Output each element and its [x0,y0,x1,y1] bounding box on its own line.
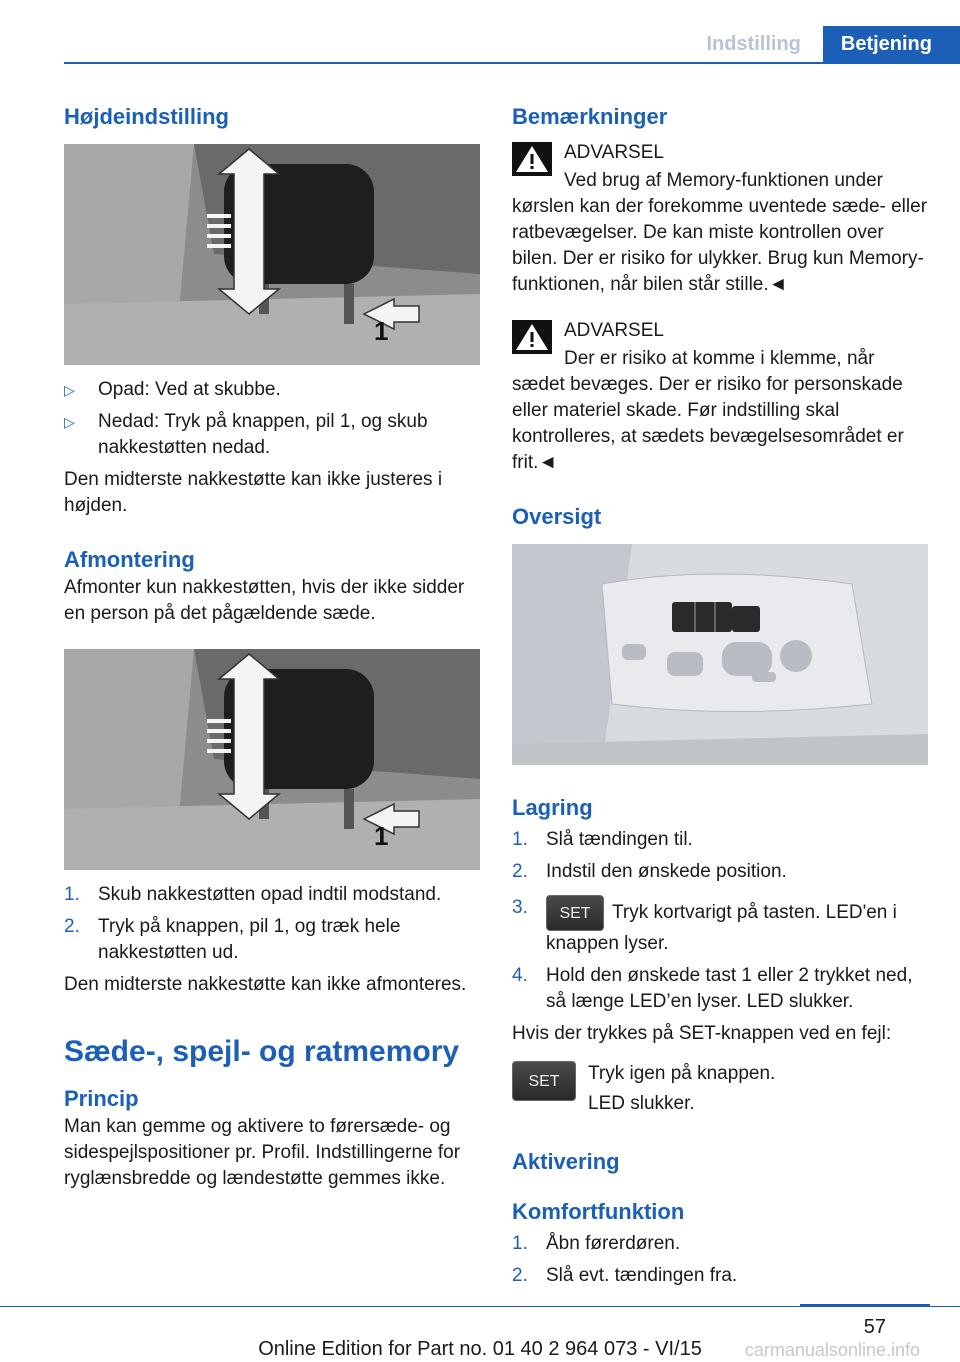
triangle-bullet-icon: ▷ [64,414,75,430]
heading-memory: Sæde-, spejl- og ratmemory [64,1035,460,1068]
warning-block-2 [512,316,928,476]
list-item: 1. Skub nakkestøtten opad indtil modstand. [64,884,442,905]
paragraph-error: Hvis der trykkes på SET-knappen ved en fejl: [512,1023,892,1044]
list-item: 3. SET Tryk kortvarigt på tasten. LED'en i knappen lyser. [512,897,897,954]
heading-activate: Aktivering [512,1149,620,1174]
error-line-2: LED slukker. [588,1093,695,1114]
store-steps [512,827,928,1015]
heading-height-adjust: Højdeindstilling [64,104,229,129]
warning-title: ADVARSEL [564,142,664,163]
list-item: 2. Indstil den ønskede position. [512,861,787,882]
warning-title: ADVARSEL [564,320,664,341]
warning-text: Der er risiko at komme i klemme, når sædet bevæges. Der er risiko for personskade eller materiel skade. Før indstilling skal kontrolleres, at sædets bevægelsesområdet er frit.◄ [512,348,904,473]
heading-overview: Oversigt [512,504,602,529]
left-column [64,100,480,1192]
callout-1: 1 [374,821,389,851]
watermark: carmanualsonline.info [744,1340,920,1360]
warning-triangle-icon [512,320,552,354]
tab-betjening[interactable]: Betjening [823,26,960,62]
footer-rule-accent [800,1304,930,1307]
headrest-photo-2 [64,649,480,870]
warning-triangle-icon [512,142,552,176]
heading-removal: Afmontering [64,547,195,572]
list-item: 4. Hold den ønskede tast 1 eller 2 trykket ned, så længe LED’en lyser. LED slukker. [512,965,913,1012]
header-rule [64,62,960,64]
headrest-photo-1 [64,144,480,365]
comfort-steps [512,1231,928,1289]
error-line-1: Tryk igen på knappen. [588,1063,776,1084]
callout-1: 1 [374,316,389,346]
list-item: 1. Slå tændingen til. [512,829,693,850]
removal-steps [64,882,480,966]
error-instruction [512,1059,928,1119]
set-key-icon: SET [546,895,604,931]
page-number: 57 [863,1316,886,1338]
height-bullet-list [64,377,480,461]
list-item: ▷ Nedad: Tryk på knappen, pil 1, og skub nakkestøtten nedad. [64,411,428,458]
heading-principle: Princip [64,1086,139,1111]
paragraph-principle: Man kan gemme og aktivere to førersæde- og sidespejlspositioner pr. Profil. Indstillingerne for ryglænsbredde og lændestøtte gemmes ikke. [64,1116,461,1189]
triangle-bullet-icon: ▷ [64,382,75,398]
list-item: 2. Tryk på knappen, pil 1, og træk hele nakkestøtten ud. [64,916,401,963]
heading-store: Lagring [512,795,593,820]
list-item: 1. Åbn førerdøren. [512,1233,681,1254]
tab-indstilling[interactable]: Indstilling [684,26,822,62]
seat-controls-photo [512,544,928,765]
warning-text: Ved brug af Memory-funktionen under kørslen kan der forekomme uventede sæde- eller ratbevægelser. De kan miste kontrollen over bilen. Der er risiko for ulykker. Brug kun Memory-funktionen, når bilen står stille.◄ [512,170,928,295]
list-item: ▷ Opad: Ved at skubbe. [64,377,480,403]
paragraph-no-removal: Den midterste nakkestøtte kan ikke afmonteres. [64,974,467,995]
warning-block-1 [512,138,928,298]
set-key-icon: SET [512,1061,576,1101]
right-column [512,100,928,1295]
paragraph-removal: Afmonter kun nakkestøtten, hvis der ikke sidder en person på det pågældende sæde. [64,577,465,624]
footer-edition: Online Edition for Part no. 01 40 2 964 073 - VI/15 [258,1338,702,1360]
paragraph-middle-headrest: Den midterste nakkestøtte kan ikke justeres i højden. [64,469,443,516]
list-item: 2. Slå evt. tændingen fra. [512,1265,738,1286]
header-tabs [684,26,960,62]
heading-comfort: Komfortfunktion [512,1199,685,1224]
heading-notes: Bemærkninger [512,104,668,129]
